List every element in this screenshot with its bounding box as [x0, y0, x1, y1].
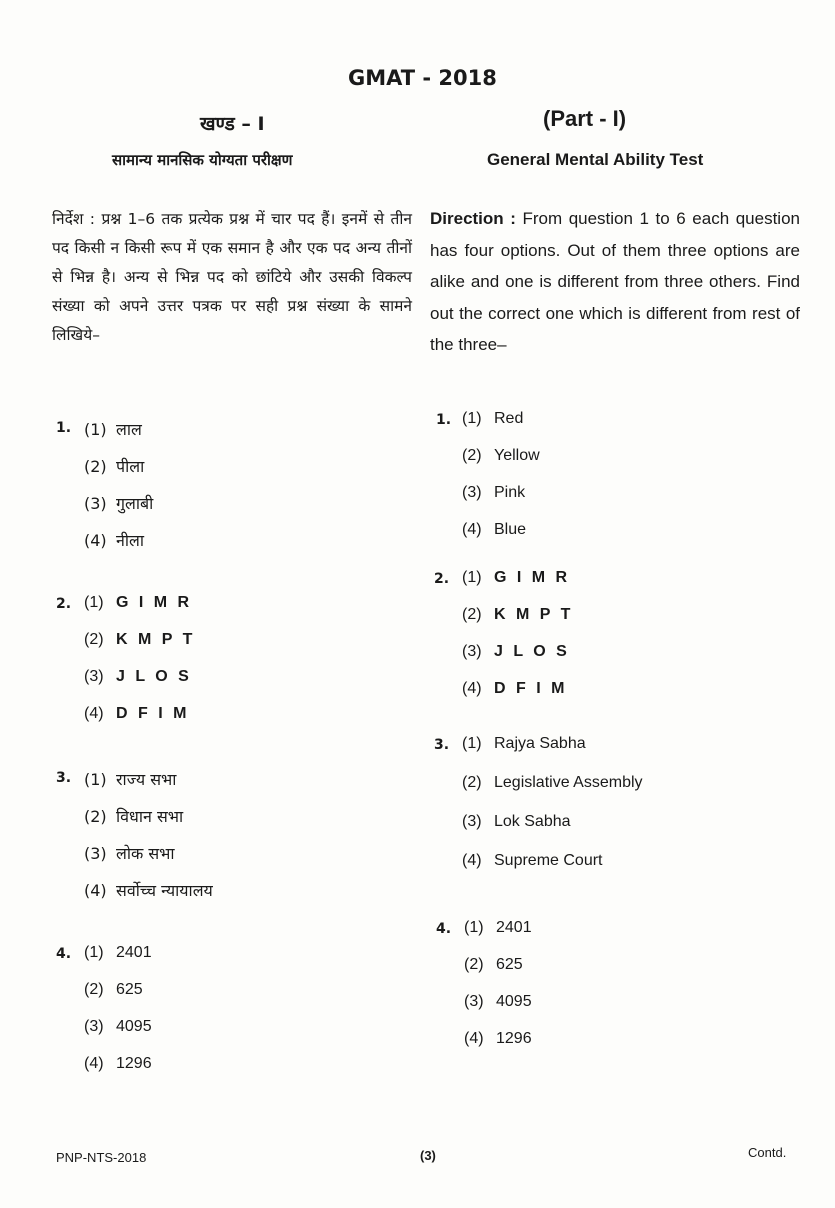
option-text: पीला — [116, 457, 145, 476]
answer-option — [84, 631, 195, 649]
option-number: (4) — [462, 680, 482, 697]
page-title: GMAT - 2018 — [348, 66, 497, 90]
direction-text: From question 1 to 6 each question has four options. Out of them three options are alike and one is different from three others. Find out the correct one which is different from rest of the three– — [430, 209, 800, 354]
answer-option — [464, 993, 532, 1011]
option-text: गुलाबी — [116, 494, 154, 513]
option-number: (2) — [84, 807, 107, 826]
option-text: Supreme Court — [494, 852, 603, 869]
answer-option — [84, 492, 153, 514]
option-text: 2401 — [116, 944, 152, 961]
option-number: (4) — [84, 881, 107, 900]
option-number: (1) — [462, 569, 482, 586]
answer-option — [462, 410, 523, 428]
option-number: (4) — [464, 1030, 484, 1047]
option-text: D F I M — [116, 705, 190, 722]
answer-option — [84, 594, 192, 612]
option-number: (3) — [464, 993, 484, 1010]
footer-page-number: (3) — [420, 1148, 436, 1163]
option-text: 4095 — [116, 1018, 152, 1035]
option-number: (3) — [84, 668, 104, 685]
option-text: 2401 — [496, 919, 532, 936]
option-number: (4) — [462, 852, 482, 869]
direction-hindi: निर्देश : प्रश्न 1–6 तक प्रत्येक प्रश्न में चार पद हैं। इनमें से तीन पद किसी न किसी रूप में एक समान है और एक पद अन्य तीनों से भिन्न है। अन्य से भिन्न पद को छांटिये और उसकी विकल्प संख्या को अपने उत्तर पत्रक पर सही प्रश्न संख्या के सामने लिखिये– — [52, 210, 412, 344]
direction-label: Direction : — [430, 209, 516, 228]
option-number: (4) — [84, 531, 107, 550]
option-text: विधान सभा — [116, 807, 184, 826]
answer-option — [84, 455, 144, 477]
answer-option — [84, 668, 192, 686]
option-number: (2) — [84, 981, 104, 998]
option-number: (4) — [462, 521, 482, 538]
answer-option — [462, 852, 603, 870]
option-number: (2) — [462, 774, 482, 791]
direction-english — [430, 203, 800, 361]
option-text: G I M R — [116, 594, 193, 611]
option-text: Yellow — [494, 447, 540, 464]
question-number: 4. — [56, 946, 72, 962]
option-number: (4) — [84, 1055, 104, 1072]
question-number: 2. — [56, 596, 72, 612]
question-number: 2. — [434, 571, 450, 587]
footer-contd: Contd. — [748, 1145, 787, 1160]
answer-option — [462, 484, 525, 502]
answer-option — [84, 805, 183, 827]
subtitle-hindi: सामान्य मानसिक योग्यता परीक्षण — [112, 151, 293, 169]
option-text: K M P T — [494, 606, 574, 623]
option-number: (1) — [462, 410, 482, 427]
answer-option — [462, 735, 586, 753]
footer-code: PNP-NTS-2018 — [56, 1150, 147, 1165]
option-number: (1) — [84, 594, 104, 611]
question-number: 3. — [434, 737, 450, 753]
option-number: (3) — [462, 484, 482, 501]
answer-option — [84, 418, 142, 440]
option-text: G I M R — [494, 569, 571, 586]
option-text: 4095 — [496, 993, 532, 1010]
answer-option — [462, 521, 526, 539]
option-text: लोक सभा — [116, 844, 175, 863]
question-number: 1. — [56, 420, 72, 436]
answer-option — [84, 879, 213, 901]
answer-option — [462, 813, 571, 831]
option-text: Legislative Assembly — [494, 774, 643, 791]
answer-option — [84, 842, 175, 864]
part-heading-english: (Part - I) — [543, 106, 627, 131]
option-text: 625 — [116, 981, 143, 998]
option-text: J L O S — [116, 668, 192, 685]
option-number: (1) — [464, 919, 484, 936]
answer-option — [84, 529, 144, 551]
answer-option — [462, 643, 570, 661]
subtitle-english: General Mental Ability Test — [487, 150, 704, 169]
option-text: 1296 — [496, 1030, 532, 1047]
option-number: (1) — [84, 944, 104, 961]
option-number: (1) — [462, 735, 482, 752]
option-text: 1296 — [116, 1055, 152, 1072]
question-number: 3. — [56, 770, 72, 786]
answer-option — [462, 569, 570, 587]
option-number: (4) — [84, 705, 104, 722]
answer-option — [464, 919, 532, 937]
option-number: (3) — [84, 1018, 104, 1035]
option-text: राज्य सभा — [116, 770, 177, 789]
option-number: (2) — [84, 457, 107, 476]
question-number: 4. — [436, 921, 452, 937]
option-number: (3) — [462, 813, 482, 830]
question-number: 1. — [436, 412, 452, 428]
option-number: (3) — [84, 844, 107, 863]
answer-option — [464, 956, 523, 974]
option-text: Rajya Sabha — [494, 735, 586, 752]
option-text: Red — [494, 410, 524, 427]
option-number: (3) — [462, 643, 482, 660]
option-number: (2) — [84, 631, 104, 648]
option-text: J L O S — [494, 643, 570, 660]
option-text: लाल — [116, 420, 142, 439]
answer-option — [84, 768, 176, 790]
answer-option — [462, 774, 643, 792]
answer-option — [464, 1030, 532, 1048]
answer-option — [462, 606, 573, 624]
option-number: (2) — [462, 606, 482, 623]
option-number: (2) — [462, 447, 482, 464]
option-text: K M P T — [116, 631, 196, 648]
answer-option — [84, 944, 152, 962]
option-number: (3) — [84, 494, 107, 513]
option-number: (1) — [84, 770, 107, 789]
answer-option — [84, 705, 189, 723]
option-text: सर्वोच्च न्यायालय — [116, 881, 213, 900]
option-text: Blue — [494, 521, 527, 538]
answer-option — [84, 1055, 152, 1073]
answer-option — [462, 680, 567, 698]
answer-option — [84, 981, 143, 999]
part-heading-hindi: खण्ड – I — [200, 113, 265, 135]
answer-option — [462, 447, 540, 465]
option-number: (2) — [464, 956, 484, 973]
answer-option — [84, 1018, 152, 1036]
option-text: Pink — [494, 484, 526, 501]
option-text: नीला — [116, 531, 145, 550]
option-text: D F I M — [494, 680, 568, 697]
option-number: (1) — [84, 420, 107, 439]
option-text: Lok Sabha — [494, 813, 571, 830]
option-text: 625 — [496, 956, 523, 973]
